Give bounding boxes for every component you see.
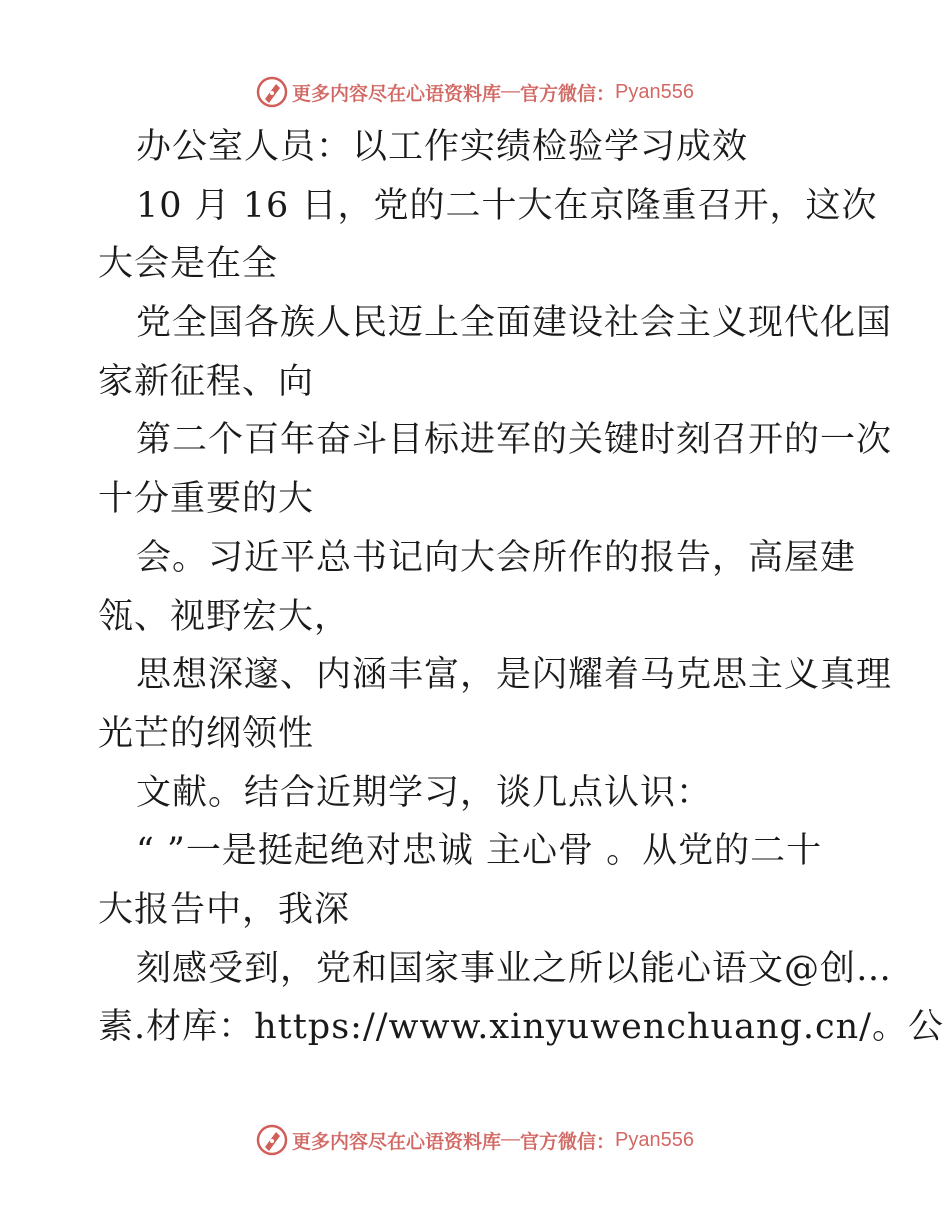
header-separator: — — [501, 81, 521, 102]
footer-separator: — — [501, 1129, 521, 1150]
header-brand-text: 更多内容尽在心语资料库 — [292, 82, 502, 105]
footer-brand-text: 更多内容尽在心语资料库 — [292, 1130, 502, 1153]
footer-wechat-id: Pyan556 — [615, 1128, 694, 1151]
doc-line: 文献。结合近期学习，谈几点认识： — [136, 772, 713, 813]
footer-wechat-label: 官方微信： — [520, 1130, 616, 1153]
doc-line: 会。习近平总书记向大会所作的报告，高屋建 — [136, 537, 857, 578]
footer-watermark-banner — [0, 1120, 950, 1160]
header-watermark-banner — [0, 72, 950, 112]
doc-line: “ ”一是挺起绝对忠诚 主心骨 。从党的二十 — [136, 831, 823, 872]
pen-nib-logo-icon — [256, 1124, 288, 1156]
doc-line: 思想深邃、内涵丰富，是闪耀着马克思主义真理 — [136, 655, 893, 696]
header-wechat-id: Pyan556 — [615, 80, 694, 103]
document-body — [98, 118, 944, 1057]
doc-line: 大报告中，我深 — [98, 889, 351, 930]
doc-line: 第二个百年奋斗目标进军的关键时刻召开的一次 — [136, 420, 893, 461]
doc-line: 瓴、视野宏大， — [98, 596, 351, 637]
pen-nib-logo-icon — [256, 76, 288, 108]
doc-line: 10 月 16 日，党的二十大在京隆重召开，这次 — [136, 185, 878, 226]
doc-title-line: 办公室人员：以工作实绩检验学习成效 — [136, 127, 749, 167]
doc-line: 素.材库：https://www.xinyuwenchuang.cn/。公 — [98, 1007, 944, 1048]
doc-line: 大会是在全 — [98, 244, 279, 285]
doc-line: 党全国各族人民迈上全面建设社会主义现代化国 — [136, 303, 893, 344]
doc-line: 光芒的纲领性 — [98, 713, 315, 754]
doc-line: 刻感受到，党和国家事业之所以能心语文@创… — [136, 948, 893, 989]
doc-line: 十分重要的大 — [98, 479, 315, 520]
header-wechat-label: 官方微信： — [520, 82, 616, 105]
doc-line: 家新征程、向 — [98, 361, 315, 402]
